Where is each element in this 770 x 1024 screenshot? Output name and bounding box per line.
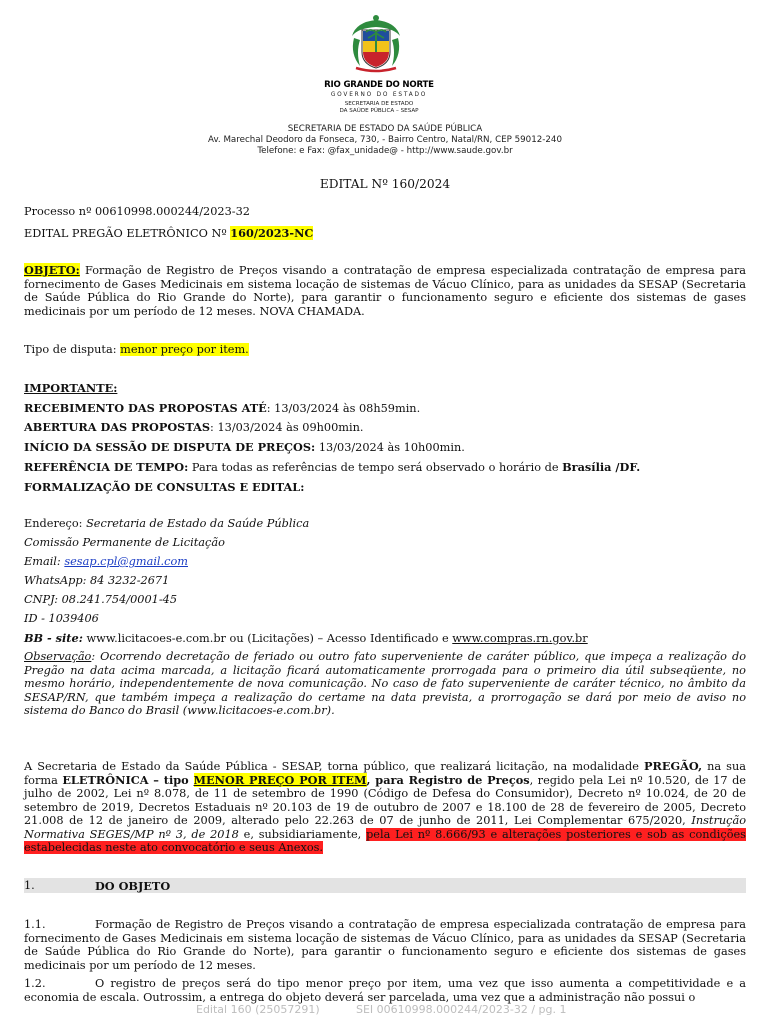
item-1-2: 1.2. O registro de preços será do tipo menor preço por item, uma vez que isso aumenta a competitividade e a economia de escala. Outrossim, a entrega do objeto deverá ser parcelada, uma vez que a administração não possui o: [24, 977, 746, 1004]
compras-link[interactable]: www.compras.rn.gov.br: [452, 632, 588, 645]
logo-secretariat-2: DA SAÚDE PÚBLICA – SESAP: [339, 108, 419, 114]
footer-sei: SEI 00610998.000244/2023-32 / pg. 1: [356, 1003, 567, 1016]
objeto-label: OBJETO:: [24, 263, 80, 277]
referencia-tempo: REFERÊNCIA DE TEMPO: Para todas as referências de tempo será observado o horário de Brasília /DF.: [24, 460, 641, 474]
logo-state-name: RIO GRANDE DO NORTE: [324, 80, 434, 90]
tipo-disputa: Tipo de disputa: menor preço por item.: [24, 343, 249, 356]
logo-secretariat-1: SECRETARIA DE ESTADO: [344, 101, 414, 107]
coat-of-arms-icon: [346, 14, 406, 74]
logo-government: GOVERNO DO ESTADO: [330, 92, 428, 98]
footer-edital: Edital 160 (25057291): [196, 1003, 320, 1016]
state-logo: [320, 14, 450, 122]
comissao: Comissão Permanente de Licitação: [24, 536, 225, 549]
abertura-propostas: ABERTURA DAS PROPOSTAS: 13/03/2024 às 09h00min.: [24, 420, 364, 434]
formalizacao-heading: FORMALIZAÇÃO DE CONSULTAS E EDITAL:: [24, 480, 305, 494]
pregao-number: 160/2023-NC: [230, 226, 314, 240]
section-1-title: DO OBJETO: [95, 879, 171, 893]
section-1-number: 1.: [24, 879, 35, 892]
menor-preco-highlight: MENOR PREÇO POR ITEM: [193, 772, 367, 787]
item-1-1: 1.1. Formação de Registro de Preços visando a contratação de empresa especializada contratação de empresa para fornecimento de Gases Medicinais em sistema locação de sistemas de Vácuo Clínico, para as unidades da SESAP (Secretaria de Saúde Pública do Rio Grande do Norte), para garantir o funcionamento seguro e eficiente dos sistemas de gases medicinais por um período de 12 meses.: [24, 918, 746, 972]
objeto-paragraph: OBJETO: Formação de Registro de Preços visando a contratação de empresa especializada contratação de empresa para fornecimento de Gases Medicinais em sistema locação de sistemas de Vácuo Clínico, para as unidades da SESAP (Secretaria de Saúde Pública do Rio Grande do Norte), para garantir o funcionamento seguro e eficiente dos sistemas de gases medicinais por um período de 12 meses. NOVA CHAMADA.: [24, 263, 746, 318]
item-1-1-number: 1.1.: [24, 918, 46, 931]
header-contact: Telefone: e Fax: @fax_unidade@ - http://www.saude.gov.br: [257, 146, 513, 156]
bb-site-line: BB - site: www.licitacoes-e.com.br ou (Licitações) – Acesso Identificado e www.compras.rn.gov.br: [24, 631, 588, 645]
disputa-value: menor preço por item.: [120, 343, 249, 356]
preambulo-paragraph: A Secretaria de Estado da Saúde Pública - SESAP, torna público, que realizará licitação, na modalidade PREGÃO, na sua forma ELETRÔNICA – tipo MENOR PREÇO POR ITEM, para Registro de Preços, regido pela Lei nº 10.520, de 17 de julho de 2002, Lei nº 8.078, de 11 de setembro de 1990 (Código de Defesa do Consumidor), Decreto nº 10.024, de 20 de setembro de 2019, Decretos Estaduais nº 20.103 de 19 de outubro de 2007 e 18.100 de 28 de fevereiro de 2005, Decreto 21.008 de 12 de janeiro de 2009, alterado pelo 22.263 de 07 de junho de 2011, Lei Complementar 675/2020, Instrução Normativa SEGES/MP nº 3, de 2018 e, subsidiariamente, pela Lei nº 8.666/93 e alterações posteriores e sob as condições estabelecidas neste ato convocatório e seus Anexos.: [24, 759, 746, 854]
cnpj: CNPJ: 08.241.754/0001-45: [24, 593, 178, 606]
id-number: ID - 1039406: [24, 612, 99, 625]
email-link[interactable]: sesap.cpl@gmail.com: [64, 555, 188, 568]
importante-heading: IMPORTANTE:: [24, 381, 118, 395]
edital-title: EDITAL Nº 160/2024: [319, 177, 451, 191]
endereco: Endereço: Secretaria de Estado da Saúde Pública: [24, 517, 310, 530]
header-line-1: SECRETARIA DE ESTADO DA SAÚDE PÚBLICA: [287, 124, 483, 134]
item-1-2-number: 1.2.: [24, 977, 46, 990]
processo-number: Processo nº 00610998.000244/2023-32: [24, 205, 250, 218]
pregao-line: EDITAL PREGÃO ELETRÔNICO Nº 160/2023-NC: [24, 226, 314, 240]
email-line: Email: sesap.cpl@gmail.com: [24, 555, 188, 568]
observacao-paragraph: Observação: Ocorrendo decretação de feriado ou outro fato superveniente de caráter público, que impeça a realização do Pregão na data acima marcada, a licitação ficará automaticamente prorrogada para o primeiro dia útil subseqüente, no mesmo horário, independentemente de nova comunicação. No caso de fato superveniente de caráter técnico, no âmbito da SESAP/RN, que também impeça a realização do certame na data prevista, a prorrogação se dará por meio de aviso no sistema do Banco do Brasil (www.licitacoes-e.com.br).: [24, 650, 746, 717]
header-address: Av. Marechal Deodoro da Fonseca, 730, - Bairro Centro, Natal/RN, CEP 59012-240: [208, 135, 562, 145]
whatsapp: WhatsApp: 84 3232-2671: [24, 574, 170, 587]
recebimento-propostas: RECEBIMENTO DAS PROPOSTAS ATÉ: 13/03/2024 às 08h59min.: [24, 401, 421, 415]
lei-8666-highlight: pela Lei nº 8.666/93 e alterações posteriores e sob as condições estabelecidas neste ato convocatório e seus Anexos.: [24, 827, 746, 854]
inicio-sessao: INÍCIO DA SESSÃO DE DISPUTA DE PREÇOS: 13/03/2024 às 10h00min.: [24, 440, 465, 454]
